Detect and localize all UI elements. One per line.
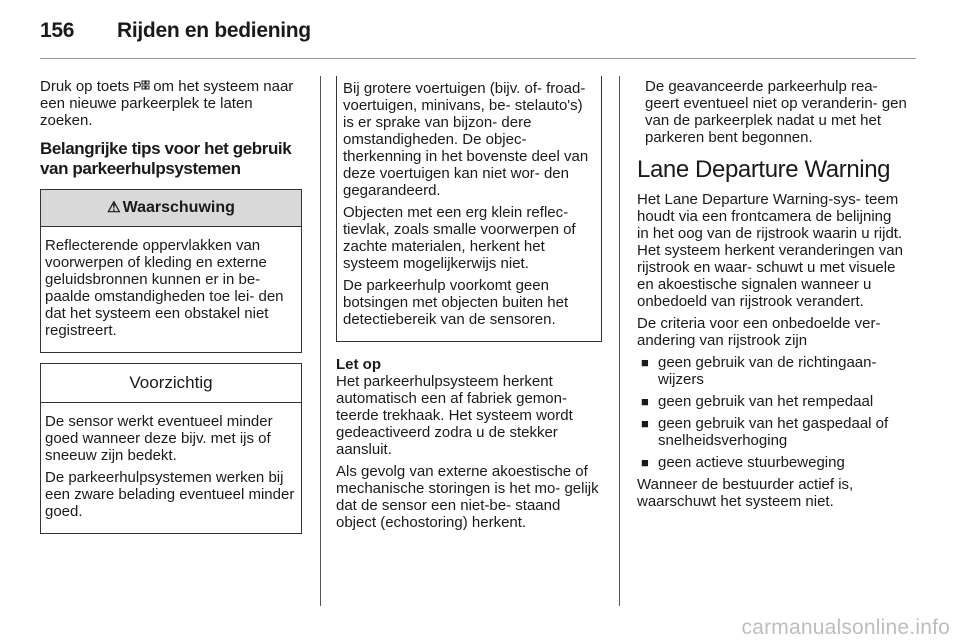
header-divider bbox=[40, 58, 916, 59]
parking-assist-key-icon bbox=[132, 79, 150, 93]
caution-text-1: De sensor werkt eventueel minder goed wanneer deze bijv. met ijs of sneeuw zijn bedekt. bbox=[45, 413, 273, 464]
note-text-2: Als gevolg van externe akoestische of mechanische storingen is het mo- gelijk dat de sensor een niet-be- staand object (echostoring) herkent. bbox=[336, 463, 599, 531]
svg-text:P: P bbox=[133, 79, 142, 93]
list-item: ■ geen gebruik van het gaspedaal of snelheidsverhoging bbox=[641, 415, 889, 449]
box-paragraph-3: De parkeerhulp voorkomt geen botsingen met objecten buiten het detectiebereik van de sensoren. bbox=[343, 277, 569, 328]
box-paragraph-2: Objecten met een erg klein reflec- tievlak, zoals smalle voorwerpen of zachte materialen, herkent het systeem mogelijkerwijs niet. bbox=[343, 204, 576, 272]
column-divider-1 bbox=[320, 76, 321, 606]
warning-box-continued bbox=[336, 76, 602, 342]
lane-departure-p3: Wanneer de bestuurder actief is, waarschuwt het systeem niet. bbox=[637, 476, 854, 510]
warning-box bbox=[40, 189, 302, 353]
page-header bbox=[0, 0, 960, 60]
tips-heading: Belangrijke tips voor het gebruik van parkeerhulpsystemen bbox=[40, 139, 292, 178]
column-1 bbox=[40, 78, 302, 544]
list-item: ■ geen actieve stuurbeweging bbox=[641, 454, 845, 471]
note-label: Let op bbox=[336, 356, 381, 373]
column-divider-2 bbox=[619, 76, 620, 606]
lane-departure-heading: Lane Departure Warning bbox=[637, 156, 891, 183]
chapter-title: Rijden en bediening bbox=[117, 19, 311, 42]
warning-title: Waarschuwing bbox=[122, 199, 235, 216]
caution-box-header: Voorzichtig bbox=[41, 364, 301, 403]
intro-paragraph: Druk op toets P om het systeem naar een nieuwe parkeerplek te laten zoeken. bbox=[40, 78, 294, 129]
advanced-park-assist-note: De geavanceerde parkeerhulp rea- geert eventueel niet op veranderin- gen van de parkeerplek nadat u met het parkeren bent begonnen. bbox=[645, 78, 907, 146]
caution-text-2: De parkeerhulpsystemen werken bij een zware belading eventueel minder goed. bbox=[45, 469, 295, 520]
list-item: ■ geen gebruik van het rempedaal bbox=[641, 393, 874, 410]
column-3 bbox=[637, 78, 907, 515]
box-paragraph-1: Bij grotere voertuigen (bijv. of- froad-voertuigen, minivans, be- stelauto's) is er sprake van bijzon- dere omstandigheden. De objec- therkenning in het bovenste deel van deze voertuigen kan niet wor- den gegarandeerd. bbox=[343, 80, 589, 199]
warning-triangle-icon: ⚠ bbox=[107, 199, 121, 216]
note-text: Het parkeerhulpsysteem herkent automatisch een af fabriek gemon- teerde trekhaak. Het systeem wordt gedeactiveerd zodra u de stekker aansluit. bbox=[336, 373, 573, 458]
lane-departure-p2: De criteria voor een onbedoelde ver- andering van rijstrook zijn bbox=[637, 315, 881, 349]
lane-departure-p1: Het Lane Departure Warning-sys- teem houdt via een frontcamera de belijning in het oog van de rijstrook waarin u rijdt. Het systeem herkent veranderingen van rijstrook en waar- schuwt u met visuele en akoestische signalen wanneer u onbedoeld van rijstrook verandert. bbox=[637, 191, 903, 310]
warning-text: Reflecterende oppervlakken van voorwerpen of kleding en externe geluidsbronnen kunnen er in be- paalde omstandigheden toe lei- den dat het systeem een obstakel niet registreert. bbox=[45, 237, 284, 339]
warning-box-header bbox=[41, 190, 301, 227]
watermark: carmanualsonline.info bbox=[741, 616, 950, 639]
criteria-list bbox=[637, 354, 907, 471]
page-number: 156 bbox=[40, 19, 75, 42]
column-2 bbox=[336, 80, 602, 536]
caution-box bbox=[40, 363, 302, 534]
list-item: ■ geen gebruik van de richtingaan- wijzers bbox=[641, 354, 877, 388]
